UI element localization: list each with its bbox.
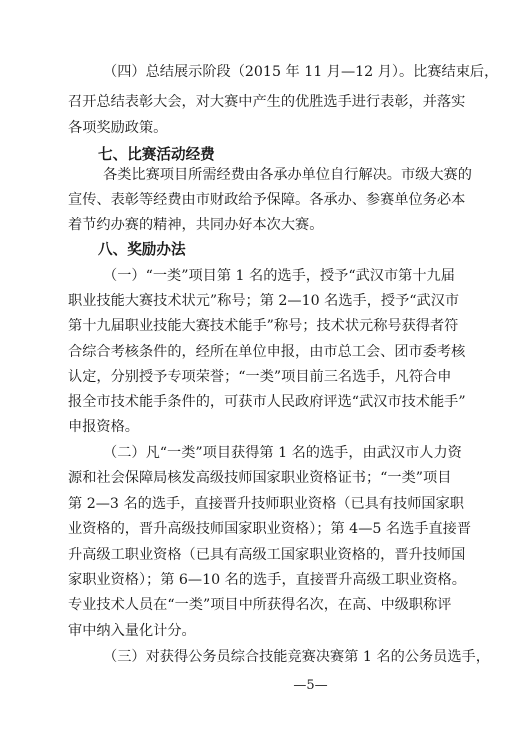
paragraph-line: 审中纳入量化计分。	[68, 623, 196, 639]
paragraph-line: 各项奖励政策。	[68, 120, 168, 136]
section-heading: 八、奖励办法	[98, 241, 186, 258]
paragraph-line: 第十九届职业技能大赛技术能手”称号；技术状元称号获得者符	[68, 318, 459, 334]
paragraph-line: 业资格的，晋升高级技师国家职业资格）；第 4—5 名选手直接晋	[68, 521, 472, 537]
paragraph-line: 第 2—3 名的选手，直接晋升技师职业资格（已具有技师国家职	[68, 496, 464, 512]
paragraph-line: 召开总结表彰大会，对大赛中产生的优胜选手进行表彰，并落实	[68, 94, 466, 110]
section-heading: 七、比赛活动经费	[98, 146, 215, 163]
paragraph-line: 合综合考核条件的，经所在单位申报，由市总工会、团市委考核	[68, 344, 466, 360]
paragraph-line: 家职业资格）；第 6—10 名的选手，直接晋升高级工职业资格。	[68, 572, 466, 588]
paragraph-line: （三）对获得公务员综合技能竞赛决赛第 1 名的公务员选手，	[103, 649, 490, 665]
page-number: —5—	[293, 678, 328, 693]
paragraph-line: 宣传、表彰等经费由市财政给予保障。各承办、参赛单位务必本	[68, 192, 466, 208]
paragraph-line: 职业技能大赛技术状元”称号；第 2—10 名选手，授予“武汉市	[68, 293, 460, 309]
paragraph-line: 报全市技术能手条件的，可获市人民政府评选“武汉市技术能手”	[68, 394, 466, 410]
paragraph-line: 升高级工职业资格（已具有高级工国家职业资格的，晋升技师国	[68, 547, 466, 563]
paragraph-line: 着节约办赛的精神，共同办好本次大赛。	[68, 217, 324, 233]
paragraph-line: （二）凡“一类”项目获得第 1 名的选手，由武汉市人力资	[103, 445, 462, 461]
paragraph-line: 申报资格。	[68, 419, 139, 435]
paragraph-line: 认定，分别授予专项荣誉；“一类”项目前三名选手，凡符合申	[68, 369, 452, 385]
paragraph-line: 源和社会保障局核发高级技师国家职业资格证书；“一类”项目	[68, 470, 452, 486]
paragraph-line: 各类比赛项目所需经费由各承办单位自行解决。市级大赛的	[103, 167, 472, 183]
paragraph-line: （一）“一类”项目第 1 名的选手，授予“武汉市第十九届	[103, 268, 455, 284]
paragraph-line: 专业技术人员在“一类”项目中所获得名次，在高、中级职称评	[68, 597, 452, 613]
paragraph-line: （四）总结展示阶段（2015 年 11 月—12 月）。比赛结束后，	[103, 64, 499, 80]
